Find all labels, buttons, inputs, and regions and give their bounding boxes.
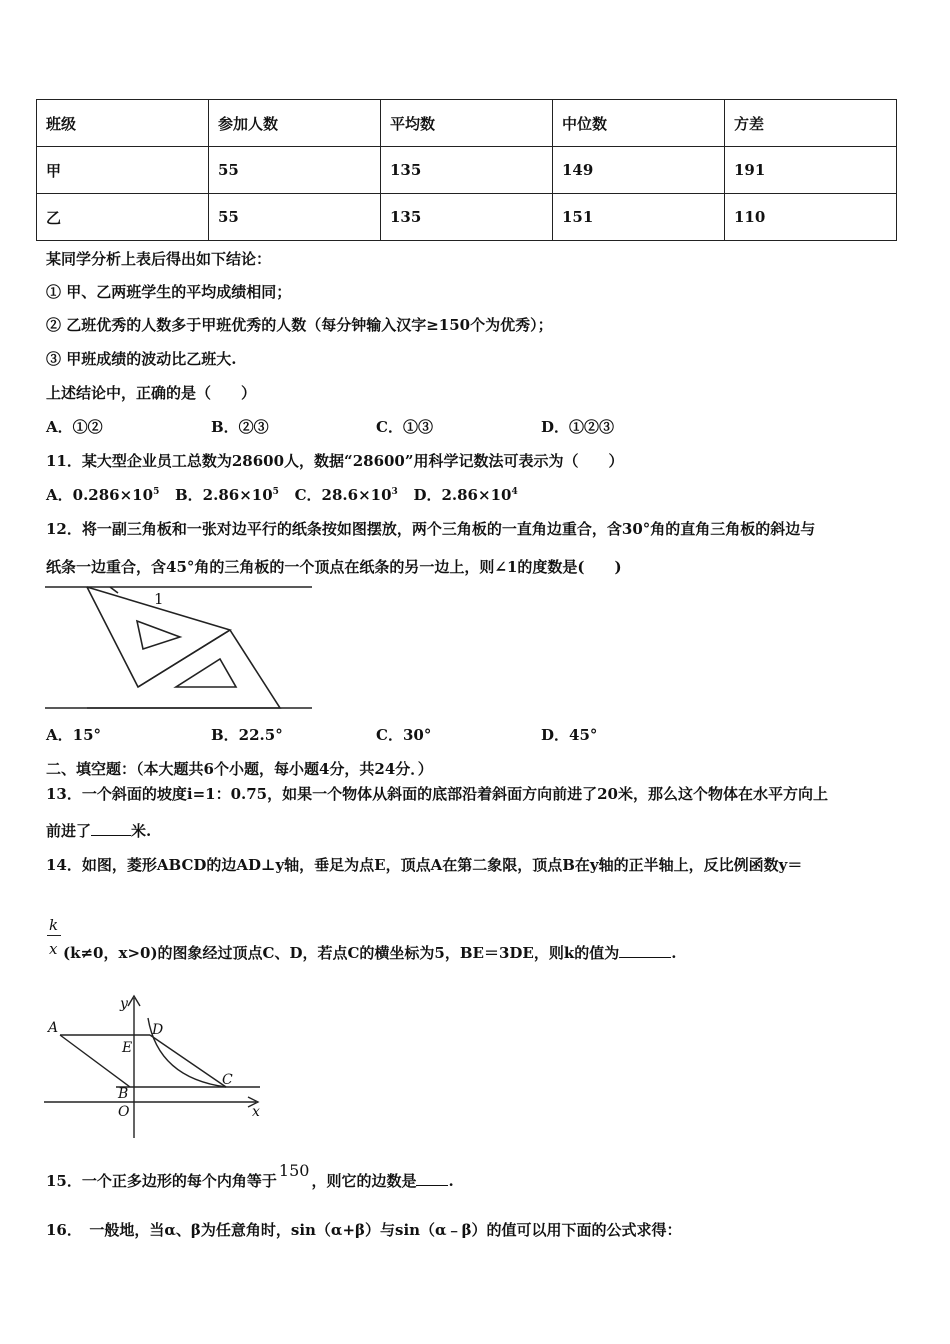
option-d: D．$2.86\times 10^4$ [413, 486, 518, 504]
option-d: D．①②③ [541, 418, 615, 436]
table-header-cell: 方差 [725, 100, 897, 147]
section-heading: 二、填空题：（本大题共6个小题，每小题4分，共24分．） [46, 760, 433, 778]
q16-text: 16． 一般地，当α、β为任意角时，sin（α+β）与sin（α﹣β）的值可以用下面的公式求得： [46, 1221, 682, 1239]
option-b: B．$2.86\times 10^5$ [175, 486, 279, 504]
table-header-cell: 平均数 [381, 100, 553, 147]
option-c: C．$28.6\times 10^3$ [294, 486, 398, 504]
triangle-ruler-figure [40, 583, 325, 715]
table-cell: 135 [381, 147, 553, 194]
table-cell: 甲 [37, 147, 209, 194]
option-b: B．22.5° [211, 726, 283, 744]
label-c: C [222, 1072, 233, 1088]
table-cell: 149 [553, 147, 725, 194]
q11-options [46, 484, 518, 505]
q10-question: 上述结论中，正确的是（ ） [46, 384, 257, 402]
label-y: y [120, 996, 128, 1012]
angle-value: 150 [278, 1161, 310, 1180]
table-row [37, 147, 897, 194]
table-cell: 110 [725, 194, 897, 241]
q12-line-1: 12．将一副三角板和一张对边平行的纸条按如图摆放，两个三角板的一直角边重合，含30°角的直角三角板的斜边与 [46, 520, 816, 538]
q10-conclusion-1: ① 甲、乙两班学生的平均成绩相同； [46, 283, 292, 301]
table-cell: 55 [209, 194, 381, 241]
stats-table [36, 99, 897, 241]
label-d: D [152, 1022, 164, 1038]
q14-line-1: 14．如图，菱形ABCD的边AD⊥y轴，垂足为点E，顶点A在第二象限，顶点B在y轴的正半轴上，反比例函数y＝ [46, 856, 803, 874]
q12-line-2: 纸条一边重合，含45°角的三角板的一个顶点在纸条的另一边上，则∠1的度数是( ) [46, 558, 622, 576]
option-b: B．②③ [211, 418, 269, 436]
option-c: C．30° [376, 726, 432, 744]
fraction-bar [47, 935, 61, 936]
option-d: D．45° [541, 726, 598, 744]
q13-line-2: 前进了 米. [46, 822, 152, 840]
side-dc [150, 1035, 226, 1087]
triangle-45-cutout [176, 659, 236, 687]
answer-blank [619, 945, 671, 958]
table-header-cell: 中位数 [553, 100, 725, 147]
answer-blank [91, 823, 131, 836]
triangle-30-cutout [137, 621, 180, 649]
table-header-row [37, 100, 897, 147]
rhombus-function-figure [40, 990, 270, 1140]
q11-text: 11．某大型企业员工总数为28600人，数据“28600”用科学记数法可表示为（ ） [46, 452, 624, 470]
q10-options [46, 416, 614, 437]
angle-1-label: 1 [154, 590, 164, 608]
table-cell: 55 [209, 147, 381, 194]
q13-line-1: 13．一个斜面的坡度i=1：0.75，如果一个物体从斜面的底部沿着斜面方向前进了20米，那么这个物体在水平方向上 [46, 785, 828, 803]
label-x: x [252, 1104, 260, 1120]
label-e: E [122, 1040, 133, 1056]
fraction-denominator: x [49, 940, 58, 958]
table-row [37, 194, 897, 241]
q10-conclusion-2: ② 乙班优秀的人数多于甲班优秀的人数（每分钟输入汉字≥150个为优秀）； [46, 316, 553, 334]
table-header-cell: 参加人数 [209, 100, 381, 147]
q15-text: 15．一个正多边形的每个内角等于150，则它的边数是 . [46, 1161, 454, 1190]
q14-line-2: (k≠0，x>0)的图象经过顶点C、D，若点C的横坐标为5，BE＝3DE，则k的值为 . [63, 944, 677, 962]
table-cell: 191 [725, 147, 897, 194]
side-ab [60, 1035, 133, 1087]
fraction-numerator: k [49, 916, 59, 934]
option-a: A．①② [46, 418, 103, 436]
answer-blank [416, 1173, 448, 1186]
label-b: B [118, 1086, 129, 1102]
table-cell: 135 [381, 194, 553, 241]
q10-intro: 某同学分析上表后得出如下结论： [46, 250, 272, 268]
triangle-45 [87, 630, 280, 708]
option-a: A．$0.286\times 10^5$ [46, 486, 160, 504]
table-header-cell: 班级 [37, 100, 209, 147]
q10-conclusion-3: ③ 甲班成绩的波动比乙班大. [46, 350, 237, 368]
option-a: A．15° [46, 726, 102, 744]
table-cell: 151 [553, 194, 725, 241]
q12-options [46, 724, 597, 745]
option-c: C．①③ [376, 418, 433, 436]
label-o: O [118, 1104, 130, 1120]
table-cell: 乙 [37, 194, 209, 241]
label-a: A [48, 1020, 59, 1036]
